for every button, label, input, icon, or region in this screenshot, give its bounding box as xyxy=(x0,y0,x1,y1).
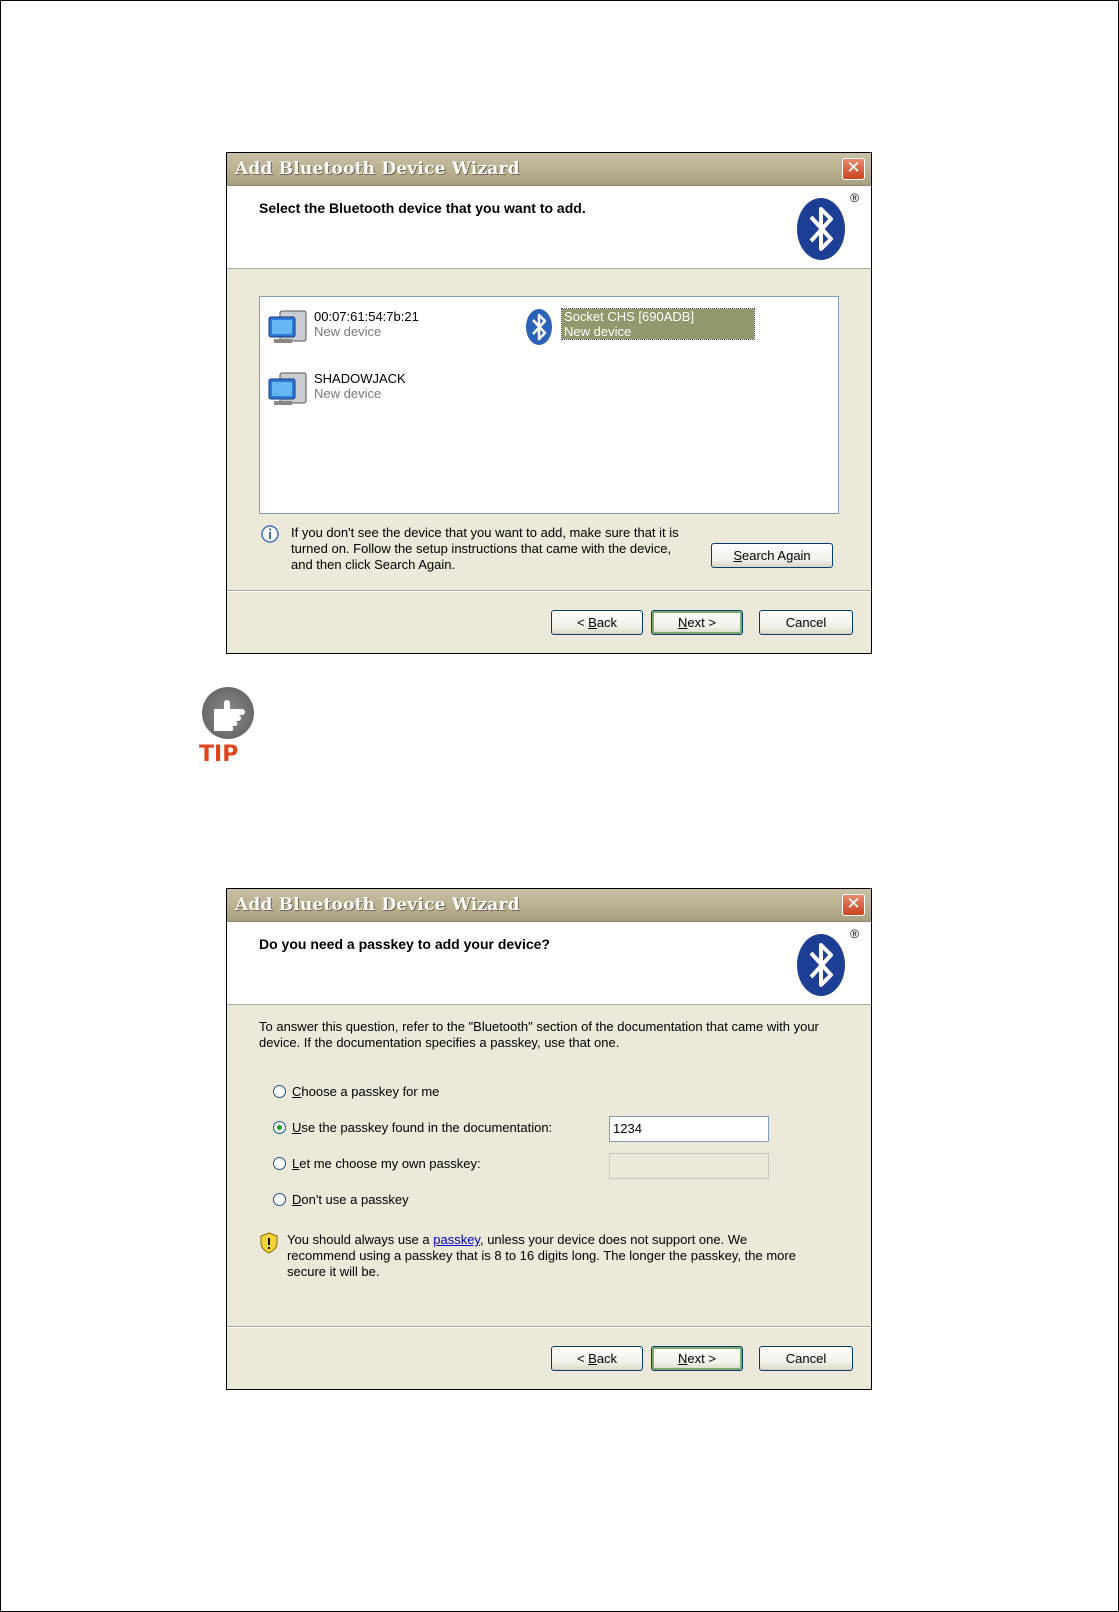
back-button[interactable] xyxy=(551,1346,643,1371)
warning-text: , unless your device does not support one. We recommend using a passkey that is 8 to 16 digits long. The longer the passkey, the more secure it will be. xyxy=(287,1232,796,1279)
passkey-link[interactable]: passkey xyxy=(433,1232,480,1247)
accel-key: B xyxy=(588,1351,597,1366)
accel-key: N xyxy=(678,1351,688,1366)
next-button[interactable] xyxy=(651,1346,743,1371)
intro-text: To answer this question, refer to the "Bluetooth" section of the documentation that came with your device. If the documentation specifies a passkey, use that one. xyxy=(259,1019,819,1050)
pointing-hand-icon xyxy=(202,687,254,739)
registered-mark: ® xyxy=(850,927,859,941)
tip-label: TIP xyxy=(199,742,239,767)
device-name: SHADOWJACK xyxy=(314,371,406,386)
option-label: et me choose my own passkey: xyxy=(299,1156,481,1171)
option-label: hoose a passkey for me xyxy=(301,1084,440,1099)
back-button[interactable] xyxy=(551,610,643,635)
button-label: < xyxy=(576,615,589,630)
button-label: ext > xyxy=(687,615,716,630)
close-icon: ✕ xyxy=(846,158,861,178)
button-label: ext > xyxy=(687,1351,716,1366)
button-label: Cancel xyxy=(785,1351,827,1366)
radio-no-passkey[interactable] xyxy=(273,1192,409,1207)
wizard-header xyxy=(227,922,871,1005)
info-text: If you don't see the device that you want to add, make sure that it is turned on. Follow the setup instructions that came with the device, and then click Search Again. xyxy=(291,525,679,572)
separator xyxy=(227,1326,871,1328)
accel-key: B xyxy=(588,615,597,630)
window-title: Add Bluetooth Device Wizard xyxy=(235,895,520,915)
device-status: New device xyxy=(314,324,382,339)
radio-button[interactable] xyxy=(273,1085,286,1098)
accel-key: S xyxy=(733,548,742,563)
page-title: Select the Bluetooth device that you want to add. xyxy=(259,200,586,216)
button-label: earch Again xyxy=(742,548,811,563)
accel-key: D xyxy=(292,1192,302,1207)
computer-icon xyxy=(266,369,310,413)
shield-warning-icon xyxy=(259,1232,279,1254)
info-message xyxy=(261,525,691,573)
device-status: New device xyxy=(314,386,382,401)
bluetooth-logo-icon xyxy=(793,928,853,998)
radio-button[interactable] xyxy=(273,1157,286,1170)
wizard-header xyxy=(227,186,871,269)
computer-icon xyxy=(266,307,310,351)
select-device-dialog xyxy=(226,152,872,654)
device-list[interactable] xyxy=(259,296,839,514)
documentation-passkey-input[interactable]: 1234 xyxy=(609,1116,769,1142)
device-item[interactable] xyxy=(266,307,419,351)
next-button[interactable] xyxy=(651,610,743,635)
close-button[interactable] xyxy=(842,158,865,180)
accel-key: N xyxy=(678,615,688,630)
radio-button[interactable] xyxy=(273,1193,286,1206)
bluetooth-logo-icon xyxy=(793,192,853,262)
device-item[interactable] xyxy=(266,369,406,413)
separator xyxy=(227,590,871,592)
radio-own-passkey[interactable] xyxy=(273,1156,481,1171)
cancel-button[interactable] xyxy=(759,1346,853,1371)
radio-button-selected[interactable] xyxy=(273,1121,286,1134)
search-again-button[interactable] xyxy=(711,543,833,568)
button-label: Cancel xyxy=(785,615,827,630)
cancel-button[interactable] xyxy=(759,610,853,635)
button-label: < xyxy=(576,1351,589,1366)
close-button[interactable] xyxy=(842,894,865,916)
title-bar[interactable] xyxy=(227,153,871,186)
device-status: New device xyxy=(564,324,632,339)
option-label: se the passkey found in the documentation: xyxy=(301,1120,553,1135)
accel-key: C xyxy=(292,1084,302,1099)
page-title: Do you need a passkey to add your device? xyxy=(259,936,550,952)
info-icon xyxy=(261,525,279,543)
button-label: ack xyxy=(596,615,618,630)
passkey-dialog xyxy=(226,888,872,1390)
button-label: ack xyxy=(596,1351,618,1366)
security-warning xyxy=(259,1232,807,1280)
title-bar[interactable] xyxy=(227,889,871,922)
tip-badge xyxy=(199,684,273,768)
warning-text: You should always use a xyxy=(287,1232,434,1247)
radio-use-documentation-passkey[interactable] xyxy=(273,1120,552,1135)
own-passkey-input[interactable] xyxy=(609,1153,769,1179)
accel-key: U xyxy=(292,1120,302,1135)
registered-mark: ® xyxy=(850,191,859,205)
close-icon: ✕ xyxy=(846,894,861,914)
device-name: 00:07:61:54:7b:21 xyxy=(314,309,419,324)
device-name: Socket CHS [690ADB] xyxy=(564,309,695,324)
option-label: on't use a passkey xyxy=(301,1192,409,1207)
window-title: Add Bluetooth Device Wizard xyxy=(235,159,520,179)
radio-choose-passkey[interactable] xyxy=(273,1084,439,1099)
accel-key: L xyxy=(292,1156,300,1171)
device-item-selected[interactable] xyxy=(524,307,754,347)
bluetooth-icon xyxy=(524,307,554,347)
